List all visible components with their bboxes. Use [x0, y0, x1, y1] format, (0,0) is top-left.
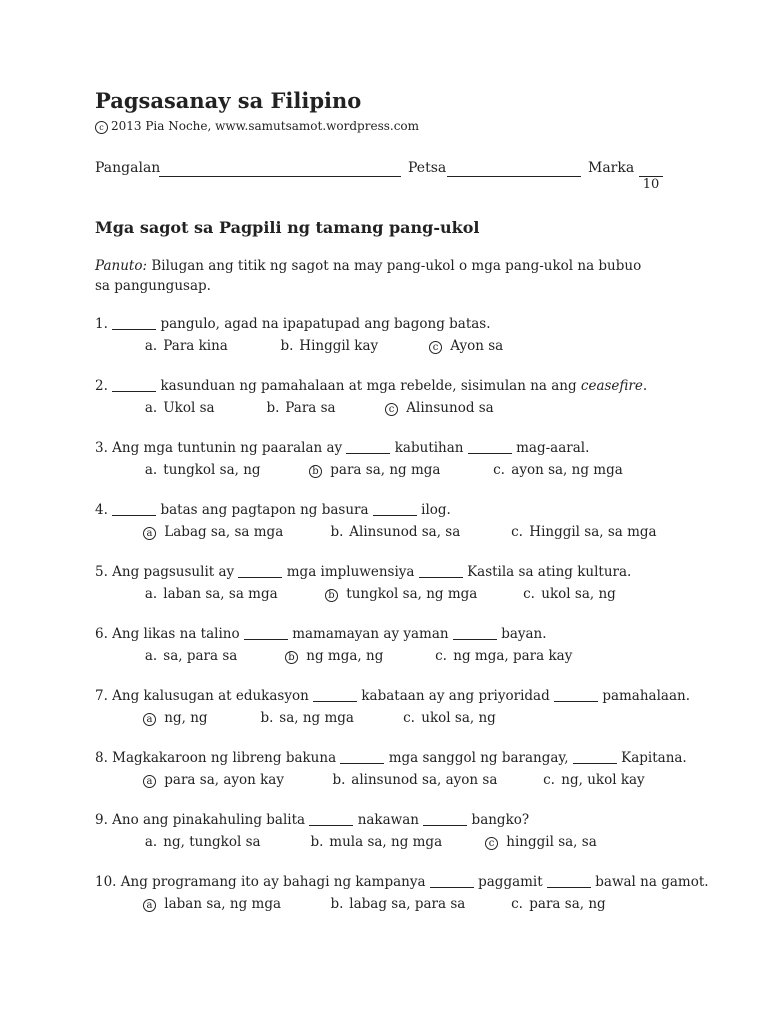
choice-text: ng mga, para kay	[449, 648, 573, 664]
question-fragment: pangulo, agad na ipapatupad ang bagong batas.	[160, 316, 491, 332]
choice-text: para sa, ng	[525, 896, 606, 912]
question-fragment: ilog.	[421, 502, 451, 518]
question-fragment: Ang programang ito ay bahagi ng kampanya	[120, 874, 430, 890]
choice-row	[143, 334, 675, 358]
answer-blank[interactable]	[346, 439, 390, 454]
question-fragment: batas ang pagtapon ng basura	[160, 502, 373, 518]
circled-answer-letter: b	[285, 651, 298, 664]
question-item	[95, 624, 675, 668]
choice-option[interactable]	[521, 582, 616, 606]
page-title: Pagsasanay sa Filipino	[95, 88, 362, 113]
choice-letter: b.	[266, 400, 280, 416]
question-fragment: Kapitana.	[621, 750, 687, 766]
question-text	[95, 438, 675, 458]
question-fragment: kabutihan	[394, 440, 468, 456]
choice-option[interactable]	[429, 334, 503, 358]
choice-option[interactable]	[509, 892, 606, 916]
question-number: 7.	[95, 688, 113, 704]
choice-option[interactable]	[143, 458, 261, 482]
answer-blank[interactable]	[244, 625, 288, 640]
choice-text: mula sa, ng mga	[325, 834, 443, 850]
question-fragment: mga sanggol ng barangay,	[388, 750, 573, 766]
name-label: Pangalan	[95, 160, 161, 176]
choice-letter: c.	[435, 648, 447, 664]
choice-text: sa, ng mga	[275, 710, 354, 726]
answer-blank[interactable]	[453, 625, 497, 640]
choice-text: ukol sa, ng	[417, 710, 496, 726]
choice-letter: a.	[144, 586, 158, 602]
choice-text: Alinsunod sa, sa	[345, 524, 461, 540]
question-fragment: bayan.	[501, 626, 547, 642]
question-text	[95, 314, 675, 334]
choice-row	[143, 768, 675, 792]
choice-text: ng mga, ng	[302, 648, 384, 664]
choice-option[interactable]	[259, 706, 354, 730]
answer-blank[interactable]	[112, 315, 156, 330]
choice-option[interactable]	[329, 892, 465, 916]
answer-blank[interactable]	[419, 563, 463, 578]
choice-letter: b.	[332, 772, 346, 788]
choice-row	[143, 706, 675, 730]
question-number: 1.	[95, 316, 113, 332]
question-text	[95, 686, 690, 706]
answer-blank[interactable]	[340, 749, 384, 764]
choice-row	[143, 520, 675, 544]
answer-blank[interactable]	[238, 563, 282, 578]
choice-letter: c.	[493, 462, 505, 478]
copyright-icon: c	[95, 121, 108, 134]
question-item	[95, 562, 675, 606]
question-item	[95, 686, 690, 730]
question-number: 6.	[95, 626, 113, 642]
choice-row	[143, 458, 675, 482]
instructions	[95, 256, 655, 296]
question-fragment: kabataan ay ang priyoridad	[361, 688, 555, 704]
question-fragment: mamamayan ay yaman	[292, 626, 453, 642]
answer-blank[interactable]	[373, 501, 417, 516]
answer-blank[interactable]	[112, 377, 156, 392]
question-fragment: bawal na gamot.	[595, 874, 709, 890]
circled-answer-letter: c	[485, 837, 498, 850]
question-number: 4.	[95, 502, 113, 518]
choice-row	[143, 644, 675, 668]
question-text	[95, 624, 675, 644]
choice-text: ng, tungkol sa	[159, 834, 261, 850]
answer-blank[interactable]	[547, 873, 591, 888]
answer-blank[interactable]	[423, 811, 467, 826]
choice-text: ukol sa, ng	[537, 586, 616, 602]
question-number: 10.	[95, 874, 121, 890]
choice-text: ng, ukol kay	[557, 772, 645, 788]
choice-text: ayon sa, ng mga	[507, 462, 623, 478]
choice-row	[143, 830, 675, 854]
copyright-text: 2013 Pia Noche, www.samutsamot.wordpress.com	[111, 119, 420, 133]
choice-option[interactable]	[143, 644, 237, 668]
question-text	[95, 562, 675, 582]
choice-option[interactable]	[331, 768, 497, 792]
choice-option[interactable]	[509, 520, 657, 544]
choice-option[interactable]	[143, 892, 281, 916]
choice-letter: b.	[310, 834, 324, 850]
circled-answer-letter: b	[309, 465, 322, 478]
choice-text: tungkol sa, ng	[159, 462, 261, 478]
question-item	[95, 438, 675, 482]
choice-text: para sa, ng mga	[326, 462, 441, 478]
choice-letter: a.	[144, 338, 158, 354]
question-fragment: nakawan	[357, 812, 424, 828]
choice-letter: b.	[330, 896, 344, 912]
instructions-text: Bilugan ang titik ng sagot na may pang-ukol o mga pang-ukol na bubuo sa pangungusap.	[95, 258, 642, 294]
choice-letter: c.	[403, 710, 415, 726]
question-text	[95, 872, 709, 892]
choice-option[interactable]	[279, 334, 378, 358]
choice-text: Ayon sa	[446, 338, 504, 354]
choice-option[interactable]	[285, 644, 383, 668]
choice-text: alinsunod sa, ayon sa	[347, 772, 498, 788]
choice-row	[143, 396, 675, 420]
question-fragment: Kastila sa ating kultura.	[467, 564, 632, 580]
choice-option[interactable]	[325, 582, 477, 606]
choice-text: para sa, ayon kay	[160, 772, 284, 788]
choice-letter: a.	[144, 834, 158, 850]
worksheet-page	[95, 88, 709, 916]
question-trail: .	[642, 378, 648, 394]
question-fragment: pamahalaan.	[602, 688, 690, 704]
question-text	[95, 376, 675, 396]
choice-option[interactable]	[433, 644, 572, 668]
choice-text: Para kina	[159, 338, 228, 354]
choice-text: Ukol sa	[159, 400, 215, 416]
answer-blank[interactable]	[468, 439, 512, 454]
question-text	[95, 748, 687, 768]
answer-blank[interactable]	[554, 687, 598, 702]
choice-option[interactable]	[143, 582, 278, 606]
question-fragment: Magkakaroon ng libreng bakuna	[112, 750, 341, 766]
instructions-label: Panuto:	[95, 258, 148, 274]
question-item	[95, 810, 675, 854]
choice-letter: c.	[511, 896, 523, 912]
choice-option[interactable]	[541, 768, 645, 792]
answer-blank[interactable]	[430, 873, 474, 888]
choice-text: ng, ng	[160, 710, 208, 726]
section-title: Mga sagot sa Pagpili ng tamang pang-ukol	[95, 218, 480, 237]
question-fragment: Ang mga tuntunin ng paaralan ay	[112, 440, 347, 456]
choice-letter: a.	[144, 400, 158, 416]
question-text	[95, 500, 675, 520]
question-number: 9.	[95, 812, 113, 828]
answer-blank[interactable]	[573, 749, 617, 764]
question-fragment: kasunduan ng pamahalaan at mga rebelde, sisimulan na ang	[160, 378, 581, 394]
choice-text: Labag sa, sa mga	[160, 524, 284, 540]
question-item	[95, 748, 687, 792]
choice-letter: b.	[280, 338, 294, 354]
choice-text: hinggil sa, sa	[502, 834, 597, 850]
question-fragment: Ang kalusugan at edukasyon	[112, 688, 314, 704]
question-number: 3.	[95, 440, 113, 456]
choice-text: Alinsunod sa	[402, 400, 494, 416]
choice-row	[143, 892, 675, 916]
choice-option[interactable]	[491, 458, 623, 482]
question-number: 2.	[95, 378, 113, 394]
circled-answer-letter: c	[429, 341, 442, 354]
choice-row	[143, 582, 675, 606]
choice-letter: b.	[260, 710, 274, 726]
question-fragment: bangko?	[471, 812, 530, 828]
answer-blank[interactable]	[309, 811, 353, 826]
choice-letter: a.	[144, 648, 158, 664]
choice-text: laban sa, sa mga	[159, 586, 278, 602]
choice-letter: b.	[330, 524, 344, 540]
question-fragment: paggamit	[478, 874, 547, 890]
circled-answer-letter: c	[385, 403, 398, 416]
choice-option[interactable]	[401, 706, 496, 730]
question-number: 8.	[95, 750, 113, 766]
choice-letter: c.	[523, 586, 535, 602]
choice-option[interactable]	[309, 830, 442, 854]
question-fragment: mga impluwensiya	[286, 564, 419, 580]
circled-answer-letter: a	[143, 899, 156, 912]
question-item	[95, 314, 675, 358]
choice-option[interactable]	[385, 396, 494, 420]
choice-option[interactable]	[143, 830, 261, 854]
choice-option[interactable]	[265, 396, 336, 420]
choice-option[interactable]	[143, 520, 283, 544]
choice-text: Para sa	[281, 400, 336, 416]
choice-option[interactable]	[485, 830, 597, 854]
question-fragment: mag-aaral.	[516, 440, 590, 456]
answer-blank[interactable]	[112, 501, 156, 516]
question-item	[95, 376, 675, 420]
circled-answer-letter: a	[143, 713, 156, 726]
question-fragment: Ang pagsusulit ay	[112, 564, 239, 580]
choice-text: labag sa, para sa	[345, 896, 466, 912]
choice-letter: a.	[144, 462, 158, 478]
choice-letter: c.	[511, 524, 523, 540]
circled-answer-letter: a	[143, 775, 156, 788]
copyright-line	[95, 118, 675, 134]
answer-blank[interactable]	[313, 687, 357, 702]
choice-option[interactable]	[143, 396, 215, 420]
question-emphasis: ceasefire	[580, 378, 643, 394]
score-label: Marka	[588, 160, 635, 176]
question-fragment: Ano ang pinakahuling balita	[112, 812, 310, 828]
choice-option[interactable]	[309, 458, 440, 482]
question-item	[95, 872, 709, 916]
question-fragment: Ang likas na talino	[112, 626, 244, 642]
choice-option[interactable]	[143, 334, 228, 358]
choice-option[interactable]	[143, 768, 284, 792]
name-line[interactable]	[159, 176, 401, 177]
question-text	[95, 810, 675, 830]
question-list	[95, 314, 709, 916]
choice-text: sa, para sa	[159, 648, 238, 664]
choice-text: Hinggil sa, sa mga	[525, 524, 657, 540]
date-label: Petsa	[408, 160, 447, 176]
choice-text: Hinggil kay	[295, 338, 379, 354]
score-fraction	[639, 167, 663, 193]
choice-text: laban sa, ng mga	[160, 896, 282, 912]
circled-answer-letter: a	[143, 527, 156, 540]
choice-letter: c.	[543, 772, 555, 788]
choice-option[interactable]	[329, 520, 460, 544]
date-line[interactable]	[447, 176, 581, 177]
question-item	[95, 500, 675, 544]
score-total: 10	[642, 177, 660, 192]
circled-answer-letter: b	[325, 589, 338, 602]
question-number: 5.	[95, 564, 113, 580]
choice-option[interactable]	[143, 706, 208, 730]
choice-text: tungkol sa, ng mga	[342, 586, 478, 602]
student-info-row	[95, 154, 675, 194]
